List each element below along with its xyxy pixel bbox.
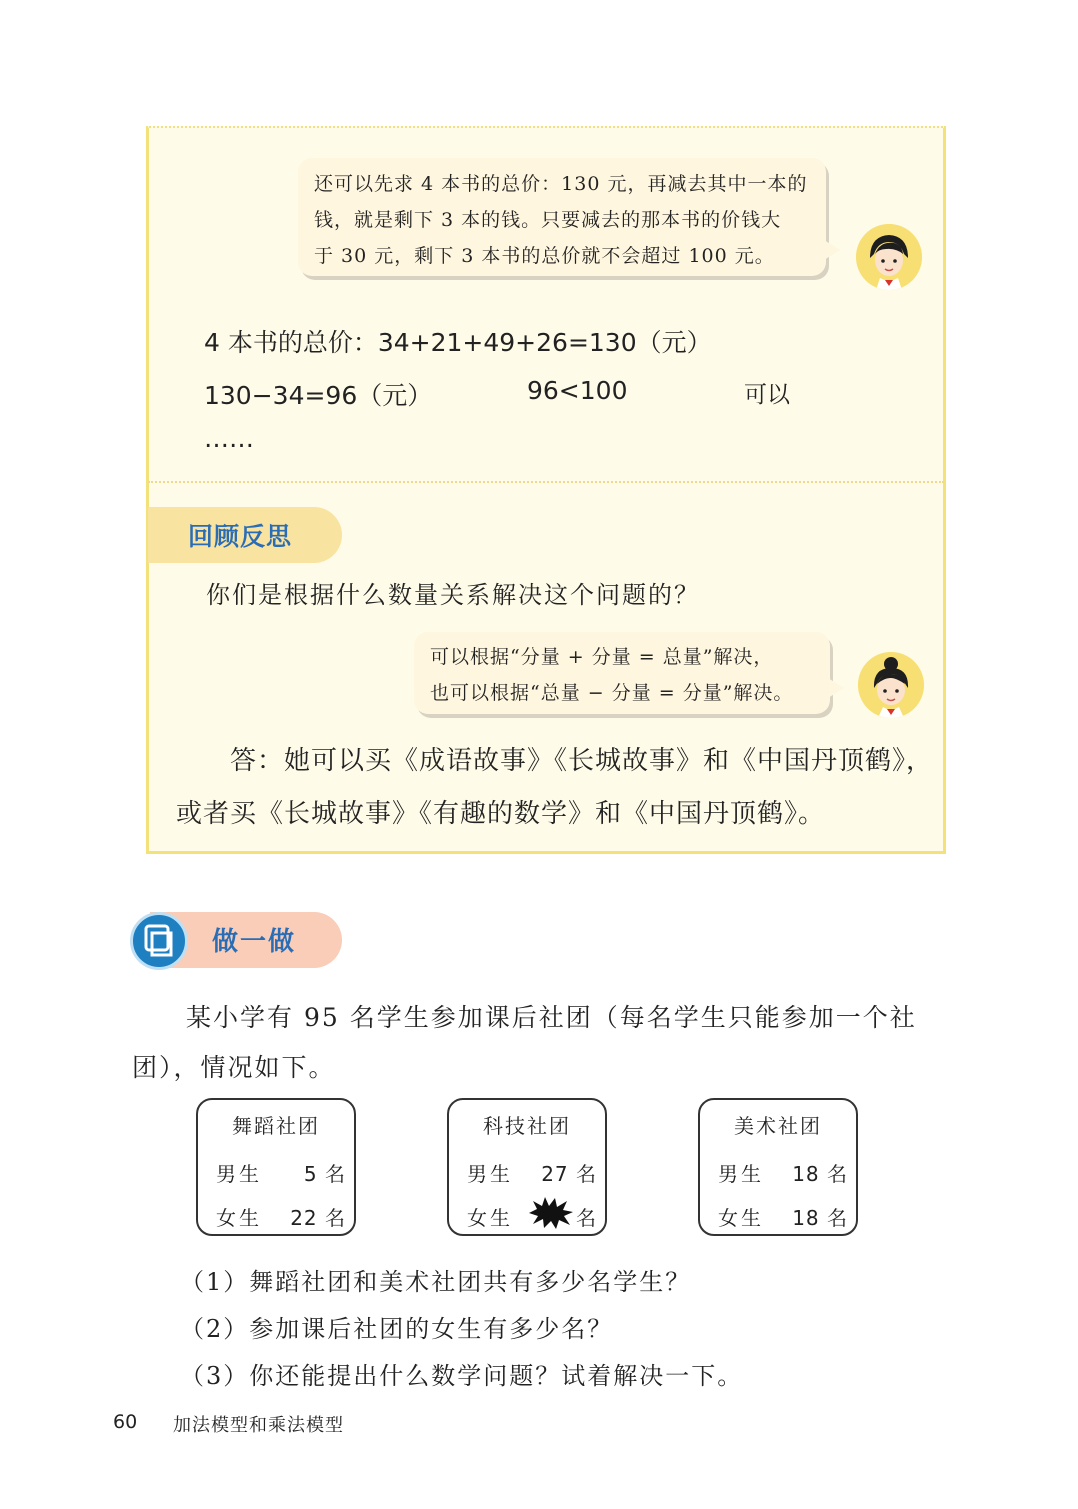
club-name: 科技社团: [483, 1114, 571, 1138]
bubble-2-line-2: 也可以根据“总量 − 分量 = 分量”解决。: [430, 682, 794, 704]
club-card-art: [698, 1098, 858, 1236]
question-1: （1）舞蹈社团和美术社团共有多少名学生？: [180, 1268, 692, 1296]
club-name: 美术社团: [734, 1114, 822, 1138]
bubble-2-tail: [828, 678, 844, 698]
answer-line-2: 或者买《长城故事》《有趣的数学》和《中国丹顶鹤》。: [176, 799, 826, 829]
ink-blot-icon: [527, 1196, 575, 1230]
boys-label: 男生: [467, 1162, 513, 1186]
speech-bubble-2: [414, 632, 830, 714]
girl-bun-avatar-icon: [858, 652, 924, 718]
page-number: 60: [113, 1411, 138, 1433]
total-price-line: 4 本书的总价：34+21+49+26=130（元）: [204, 328, 712, 357]
bubble-1-line-3: 于 30 元，剩下 3 本书的总价就不会超过 100 元。: [314, 245, 775, 267]
ellipsis-line: ……: [204, 424, 254, 453]
boys-label: 男生: [718, 1162, 764, 1186]
question-3: （3）你还能提出什么数学问题？试着解决一下。: [180, 1362, 744, 1390]
club-name: 舞蹈社团: [232, 1114, 320, 1138]
subtraction-line: 130−34=96（元）: [204, 381, 433, 410]
panel-divider: [148, 481, 944, 483]
girls-count: 22 名: [290, 1206, 346, 1230]
answer-line-1: 答：她可以买《成语故事》《长城故事》和《中国丹顶鹤》，: [230, 746, 934, 776]
do-intro-line-2: 团），情况如下。: [132, 1053, 336, 1082]
girls-count: 18 名: [792, 1206, 848, 1230]
bubble-1-line-1: 还可以先求 4 本书的总价：130 元，再减去其中一本的: [314, 173, 808, 195]
do-section-label: 做一做: [212, 927, 297, 957]
comparison-line: 96<100: [527, 376, 628, 405]
boys-count: 5 名: [303, 1162, 346, 1186]
boys-count: 27 名: [541, 1162, 597, 1186]
bubble-2-line-1: 可以根据“分量 + 分量 = 总量”解决，: [430, 646, 774, 668]
do-section-icon: [130, 912, 188, 970]
girls-count: 名: [576, 1206, 597, 1230]
club-card-tech: [447, 1098, 607, 1236]
girls-label: 女生: [467, 1206, 513, 1230]
result-word: 可以: [744, 382, 790, 408]
review-tag-label: 回顾反思: [188, 522, 293, 551]
boys-label: 男生: [216, 1162, 262, 1186]
boys-count: 18 名: [792, 1162, 848, 1186]
girls-label: 女生: [216, 1206, 262, 1230]
bubble-1-line-2: 钱，就是剩下 3 本的钱。只要减去的那本书的价钱大: [314, 209, 782, 231]
bubble-1-tail: [824, 240, 840, 260]
question-2: （2）参加课后社团的女生有多少名？: [180, 1315, 614, 1343]
girl-avatar-icon: [856, 224, 922, 290]
do-intro-line-1: 某小学有 95 名学生参加课后社团（每名学生只能参加一个社: [186, 1003, 917, 1032]
speech-bubble-1: [298, 158, 826, 276]
club-card-dance: [196, 1098, 356, 1236]
chapter-title: 加法模型和乘法模型: [173, 1415, 344, 1436]
review-question: 你们是根据什么数量关系解决这个问题的？: [206, 581, 700, 609]
girls-label: 女生: [718, 1206, 764, 1230]
